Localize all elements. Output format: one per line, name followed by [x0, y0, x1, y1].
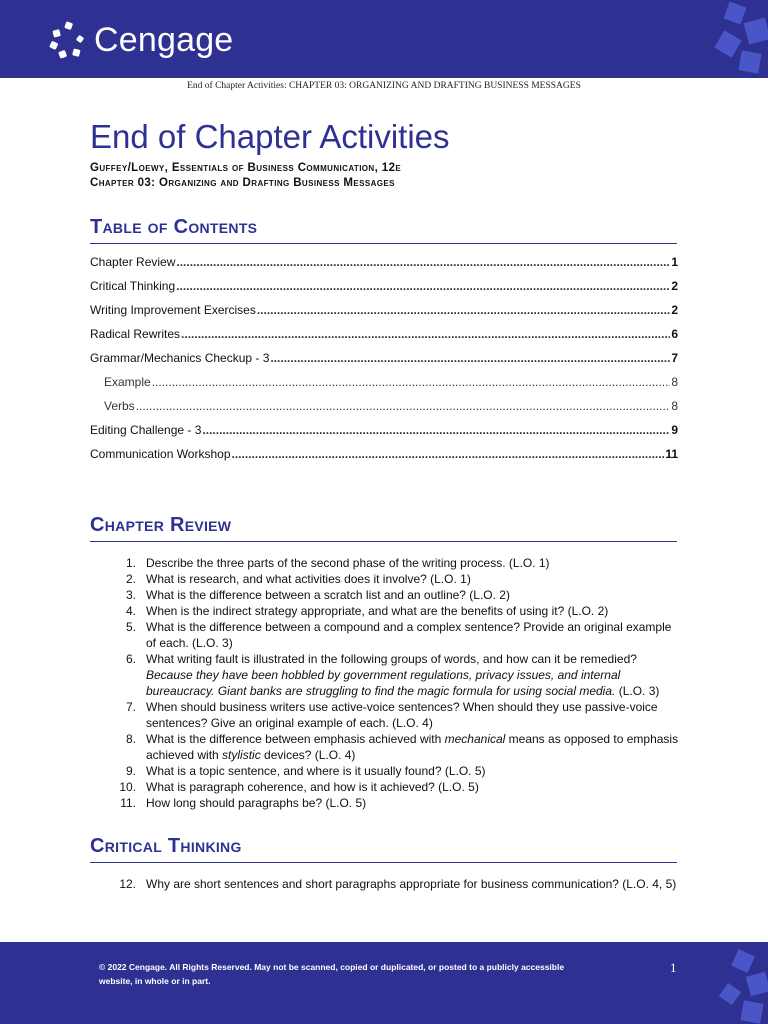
toc-item[interactable]	[90, 255, 678, 279]
question-prompt: What writing fault is illustrated in the following groups of words, and how can it be remedied?	[146, 652, 637, 666]
question-text	[146, 731, 680, 763]
question-text-part: devices? (L.O. 4)	[260, 748, 356, 762]
cengage-mark-icon	[48, 20, 88, 60]
critical-thinking-list	[110, 876, 680, 892]
question-number: 9.	[125, 764, 136, 778]
list-item	[110, 603, 680, 619]
chapter-review-heading: Chapter Review	[90, 514, 677, 542]
question-text-part: means as opposed to emphasis achieved with	[146, 732, 679, 762]
question-number: 4.	[125, 604, 136, 618]
emphasis-term: mechanical	[444, 732, 506, 746]
chapter-review-list	[110, 555, 680, 811]
example-fragment: Because they have been hobbled by government regulations, privacy issues, and internal bureaucracy. Giant banks are struggling to find the magic formula for using social media.	[146, 668, 621, 698]
list-item	[110, 555, 680, 571]
toc-item[interactable]	[90, 303, 678, 327]
brand-name: Cengage	[94, 20, 234, 59]
toc-item-label: Critical Thinking	[90, 279, 176, 293]
toc-item[interactable]	[90, 327, 678, 351]
toc-item-page: 7	[671, 351, 678, 365]
toc-item-page: 11	[665, 447, 678, 461]
toc-item-label: Example	[104, 375, 151, 389]
question-text: What is research, and what activities does it involve? (L.O. 1)	[146, 572, 471, 586]
question-text: What is a topic sentence, and where is it usually found? (L.O. 5)	[146, 764, 486, 778]
list-item	[110, 779, 680, 795]
toc-item-page: 2	[671, 279, 678, 293]
toc-item[interactable]	[90, 351, 678, 375]
page-title: End of Chapter Activities	[90, 118, 450, 155]
toc-item-label: Radical Rewrites	[90, 327, 181, 341]
critical-thinking-heading: Critical Thinking	[90, 835, 677, 863]
toc-item-page: 2	[671, 303, 678, 317]
toc-item-page: 6	[671, 327, 678, 341]
toc-item-label: Chapter Review	[90, 255, 176, 269]
toc-item-page: 8	[671, 375, 678, 389]
toc-subitem[interactable]	[90, 399, 678, 423]
question-number: 3.	[125, 588, 136, 602]
toc-subitem[interactable]	[90, 375, 678, 399]
chapter-subtitle: Chapter 03: Organizing and Drafting Business Messages	[90, 177, 395, 189]
footer-banner	[0, 942, 768, 1024]
list-item	[110, 795, 680, 811]
toc-heading: Table of Contents	[90, 216, 677, 244]
table-of-contents	[90, 255, 678, 471]
list-item	[110, 619, 680, 651]
page-number: 1	[670, 960, 677, 975]
header-banner	[0, 0, 768, 78]
header-decoration	[688, 0, 768, 78]
footer-decoration	[698, 942, 768, 1024]
list-item	[110, 571, 680, 587]
toc-item-label: Verbs	[104, 399, 135, 413]
question-text: What is the difference between a compound and a complex sentence? Provide an original example of each. (L.O. 3)	[146, 620, 672, 650]
question-number: 11.	[120, 796, 136, 810]
list-item	[110, 587, 680, 603]
toc-item-label: Editing Challenge - 3	[90, 423, 202, 437]
list-item	[110, 699, 680, 731]
question-text: Describe the three parts of the second phase of the writing process. (L.O. 1)	[146, 556, 550, 570]
toc-item[interactable]	[90, 447, 678, 471]
question-text	[146, 651, 680, 699]
question-number: 2.	[125, 572, 136, 586]
question-text: How long should paragraphs be? (L.O. 5)	[146, 796, 367, 810]
question-number: 8.	[125, 732, 136, 746]
question-number: 7.	[125, 700, 136, 714]
toc-item-label: Grammar/Mechanics Checkup - 3	[90, 351, 270, 365]
question-text: When should business writers use active-voice sentences? When should they use passive-voice sentences? Give an original example of each. (L.O. 4)	[146, 700, 658, 730]
book-subtitle: Guffey/Loewy, Essentials of Business Communication, 12e	[90, 162, 402, 174]
cengage-logo	[48, 18, 233, 62]
question-number: 6.	[125, 652, 136, 666]
question-number: 10.	[119, 780, 136, 794]
question-number: 1.	[125, 556, 136, 570]
list-item	[110, 731, 680, 763]
question-number: 5.	[125, 620, 136, 634]
toc-item[interactable]	[90, 279, 678, 303]
toc-item-page: 1	[671, 255, 678, 269]
question-number: 12.	[119, 877, 136, 891]
toc-item-label: Communication Workshop	[90, 447, 231, 461]
emphasis-term: stylistic	[222, 748, 261, 762]
question-text: Why are short sentences and short paragraphs appropriate for business communication? (L.O. 4, 5)	[146, 877, 677, 891]
question-text: What is the difference between a scratch list and an outline? (L.O. 2)	[146, 588, 510, 602]
question-text: When is the indirect strategy appropriate, and what are the benefits of using it? (L.O. 2)	[146, 604, 609, 618]
list-item	[110, 651, 680, 699]
list-item	[110, 763, 680, 779]
question-text: What is paragraph coherence, and how is it achieved? (L.O. 5)	[146, 780, 479, 794]
copyright-notice: © 2022 Cengage. All Rights Reserved. May not be scanned, copied or duplicated, or posted to a publicly accessible website, in whole or in part.	[99, 962, 565, 986]
question-text-part: What is the difference between emphasis achieved with	[146, 732, 445, 746]
list-item	[110, 876, 680, 892]
toc-item[interactable]	[90, 423, 678, 447]
running-head: End of Chapter Activities: CHAPTER 03: ORGANIZING AND DRAFTING BUSINESS MESSAGES	[187, 81, 581, 91]
question-lo: (L.O. 3)	[615, 684, 660, 698]
toc-item-page: 8	[671, 399, 678, 413]
toc-item-page: 9	[671, 423, 678, 437]
toc-item-label: Writing Improvement Exercises	[90, 303, 256, 317]
